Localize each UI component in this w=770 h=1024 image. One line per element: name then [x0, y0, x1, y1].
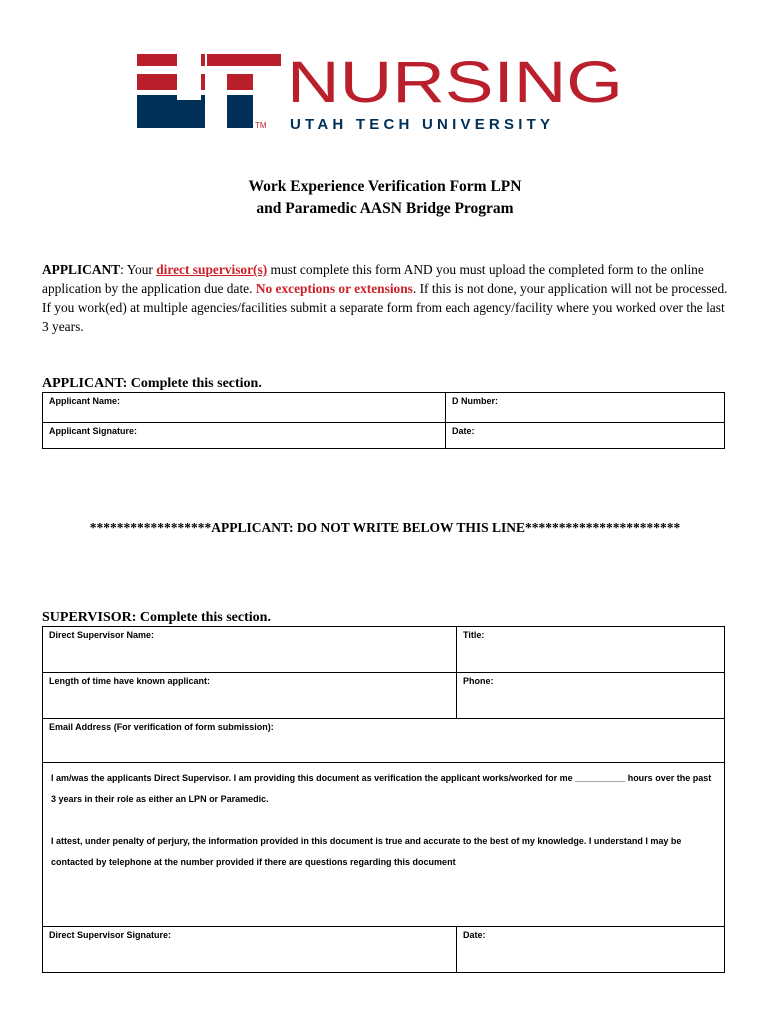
- attestation-perjury-statement: I attest, under penalty of perjury, the information provided in this document is true and accurate to the best of my knowledge. I understand I may be contacted by telephone at the number provided if there are questions regarding this document: [51, 836, 682, 867]
- applicant-date-field[interactable]: [446, 423, 725, 449]
- applicant-section-heading: APPLICANT: Complete this section.: [42, 376, 262, 391]
- applicant-instructions: [42, 260, 732, 336]
- d-number-label: D Number:: [452, 396, 499, 406]
- supervisor-phone-field[interactable]: [457, 673, 725, 719]
- ut-logo-mark: [125, 54, 285, 128]
- length-known-field[interactable]: [43, 673, 457, 719]
- supervisor-section-heading: SUPERVISOR: Complete this section.: [42, 610, 271, 625]
- supervisor-phone-label: Phone:: [463, 676, 494, 686]
- logo-tm: TM: [255, 121, 267, 130]
- logo-university-name: UTAH TECH UNIVERSITY: [290, 116, 550, 133]
- supervisor-signature-field[interactable]: [43, 927, 457, 973]
- supervisor-date-field[interactable]: [457, 927, 725, 973]
- length-known-label: Length of time have known applicant:: [49, 676, 211, 686]
- instructions-text-1: : Your: [120, 262, 157, 277]
- form-title-line-2: and Paramedic AASN Bridge Program: [256, 200, 514, 217]
- applicant-info-table: [42, 392, 725, 449]
- attestation-hours-statement: I am/was the applicants Direct Supervisor. I am providing this document as verification the applicant works/worked for me __________ hours over the past 3 years in their role as either an LPN or Paramedic.: [51, 773, 712, 804]
- supervisor-attestation: [43, 763, 725, 927]
- applicant-name-label: Applicant Name:: [49, 396, 121, 406]
- supervisor-email-field[interactable]: [43, 719, 725, 763]
- supervisor-date-label: Date:: [463, 930, 486, 940]
- applicant-signature-field[interactable]: [43, 423, 446, 449]
- applicant-date-label: Date:: [452, 426, 475, 436]
- applicant-signature-label: Applicant Signature:: [49, 426, 138, 436]
- instructions-text-2: must complete this form AND you must upload the completed form to the online application by the application due date.: [42, 262, 704, 296]
- supervisor-name-field[interactable]: [43, 627, 457, 673]
- instructions-label: APPLICANT: [42, 262, 121, 277]
- supervisor-signature-label: Direct Supervisor Signature:: [49, 930, 172, 940]
- logo-wordmark: NURSING: [287, 52, 623, 115]
- do-not-write-below-line: ******************APPLICANT: DO NOT WRITE BELOW THIS LINE***********************: [89, 520, 681, 535]
- supervisor-title-field[interactable]: [457, 627, 725, 673]
- utah-tech-nursing-logo: [125, 52, 630, 134]
- direct-supervisor-emphasis: direct supervisor(s): [156, 262, 268, 277]
- d-number-field[interactable]: [446, 393, 725, 423]
- no-exceptions-emphasis: No exceptions or extensions: [255, 281, 413, 296]
- supervisor-name-label: Direct Supervisor Name:: [49, 630, 155, 640]
- supervisor-title-label: Title:: [463, 630, 485, 640]
- applicant-name-field[interactable]: [43, 393, 446, 423]
- instructions-text-3: . If this is not done, your application will not be processed. If you work(ed) at multiple agencies/facilities submit a separate form from each agency/facility where you worked over the last 3 years.: [42, 281, 728, 334]
- supervisor-info-table: [42, 626, 725, 973]
- supervisor-email-label: Email Address (For verification of form submission):: [49, 722, 274, 732]
- form-title-line-1: Work Experience Verification Form LPN: [248, 178, 522, 195]
